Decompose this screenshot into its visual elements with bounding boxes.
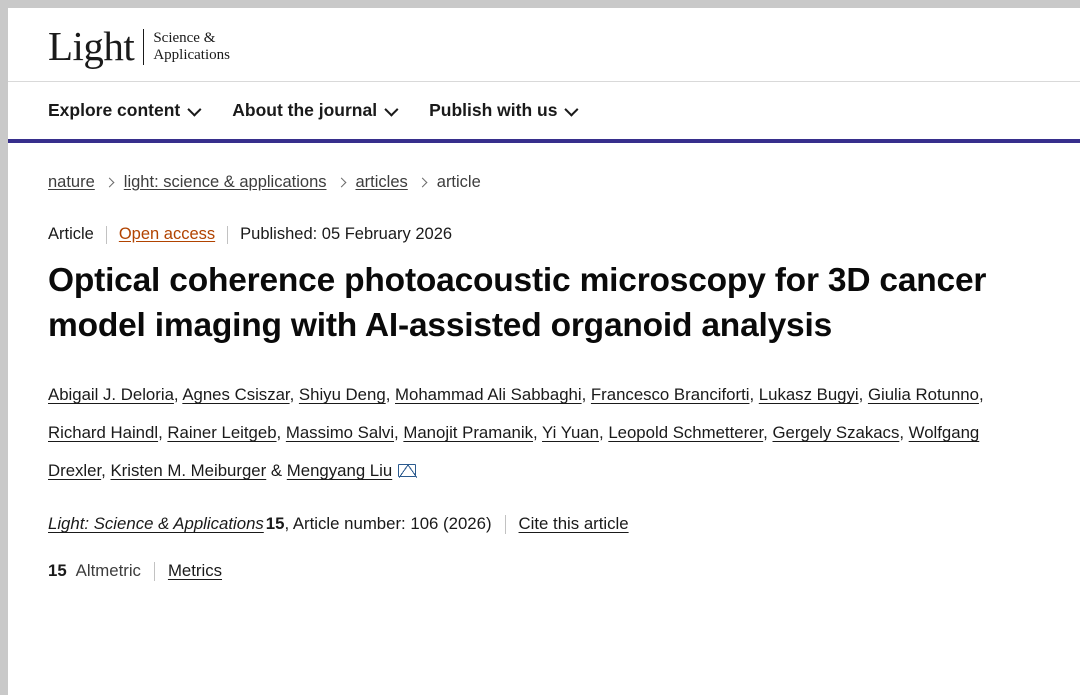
- author-link[interactable]: Manojit Pramanik: [403, 423, 534, 442]
- main-navigation: [8, 81, 1080, 139]
- author-link-corresponding[interactable]: Mengyang Liu: [286, 461, 393, 480]
- author-link[interactable]: Mohammad Ali Sabbaghi: [395, 385, 582, 404]
- metrics-row: [8, 534, 1080, 581]
- chevron-right-icon: [417, 178, 427, 188]
- chevron-down-icon: [384, 102, 398, 116]
- author-link[interactable]: Rainer Leitgeb: [167, 423, 277, 442]
- author-link[interactable]: Kristen M. Meiburger: [110, 461, 267, 480]
- logo-subtitle-line1: Science &: [153, 30, 216, 46]
- breadcrumb-item-articles[interactable]: articles: [355, 173, 408, 191]
- article-type: Article: [48, 225, 94, 243]
- journal-article-number: , Article number: 106 (2026): [284, 514, 492, 533]
- logo-wordmark: Light: [48, 23, 135, 69]
- chevron-down-icon: [188, 102, 202, 116]
- metrics-divider: [154, 562, 155, 581]
- nav-item-about-the-journal[interactable]: [232, 100, 395, 121]
- chevron-down-icon: [565, 102, 579, 116]
- altmetric-label: Altmetric: [75, 561, 141, 580]
- author-link[interactable]: Wolfgang Drexler: [48, 423, 980, 480]
- meta-divider: [227, 226, 228, 244]
- author-link[interactable]: Shiyu Deng: [298, 385, 386, 404]
- author-link[interactable]: Massimo Salvi: [285, 423, 395, 442]
- article-meta: [8, 192, 1080, 244]
- nav-items: [48, 100, 575, 121]
- nav-item-publish-with-us[interactable]: [429, 100, 575, 121]
- author-link[interactable]: Abigail J. Deloria: [48, 385, 174, 404]
- citation-divider: [505, 515, 506, 534]
- page-content: [8, 8, 1080, 695]
- author-link[interactable]: Giulia Rotunno: [867, 385, 979, 404]
- logo-subtitle: [153, 30, 230, 67]
- author-link[interactable]: Lukasz Bugyi: [758, 385, 859, 404]
- cite-this-article-link[interactable]: Cite this article: [518, 514, 629, 533]
- breadcrumb-item-current: article: [436, 173, 481, 191]
- chevron-right-icon: [104, 178, 114, 188]
- journal-logo[interactable]: [48, 23, 1080, 69]
- author-link[interactable]: Yi Yuan: [542, 423, 599, 442]
- browser-chrome-left-rail: [0, 8, 8, 695]
- page-title: Optical coherence photoacoustic microscopy for 3D cancer model imaging with AI-assisted organoid analysis: [48, 262, 987, 344]
- nav-item-explore-content[interactable]: [48, 100, 198, 121]
- journal-volume: 15: [265, 514, 285, 533]
- author-link[interactable]: Leopold Schmetterer: [608, 423, 764, 442]
- breadcrumb-item-nature[interactable]: nature: [48, 173, 95, 191]
- altmetric-count: 15: [48, 561, 67, 580]
- published-date: Published: 05 February 2026: [240, 225, 453, 243]
- logo-divider: [143, 29, 144, 65]
- journal-citation: [8, 490, 1080, 534]
- author-conjunction: &: [270, 461, 283, 480]
- nav-item-label: About the journal: [232, 100, 378, 120]
- chevron-right-icon: [336, 178, 346, 188]
- nav-item-label: Explore content: [48, 100, 181, 120]
- meta-divider: [106, 226, 107, 244]
- journal-name-link[interactable]: Light: Science & Applications: [48, 514, 264, 533]
- metrics-link[interactable]: Metrics: [167, 561, 223, 580]
- open-access-badge[interactable]: Open access: [118, 225, 216, 243]
- author-link[interactable]: Gergely Szakacs: [772, 423, 900, 442]
- browser-chrome-strip: [0, 0, 1080, 8]
- breadcrumb-item-journal[interactable]: light: science & applications: [123, 173, 327, 191]
- author-link[interactable]: Richard Haindl: [48, 423, 159, 442]
- envelope-icon[interactable]: [398, 464, 416, 477]
- masthead: [8, 8, 1080, 81]
- nav-item-label: Publish with us: [429, 100, 558, 120]
- logo-subtitle-line2: Applications: [153, 47, 230, 63]
- author-link[interactable]: Francesco Branciforti: [590, 385, 750, 404]
- author-link[interactable]: Agnes Csiszar: [182, 385, 290, 404]
- author-list: Abigail J. Deloria, Agnes Csiszar, Shiyu Deng, Mohammad Ali Sabbaghi, Francesco Branciforti, Lukasz Bugyi, Giulia Rotunno, Richard Haindl, Rainer Leitgeb, Massimo Salvi, Manojit Pramanik, Yi Yuan, Leopold Schmetterer, Gergely Szakacs, Wolfgang Drexler, Kristen M. Meiburger & Mengyang Liu: [48, 385, 984, 480]
- breadcrumb: [8, 143, 1080, 192]
